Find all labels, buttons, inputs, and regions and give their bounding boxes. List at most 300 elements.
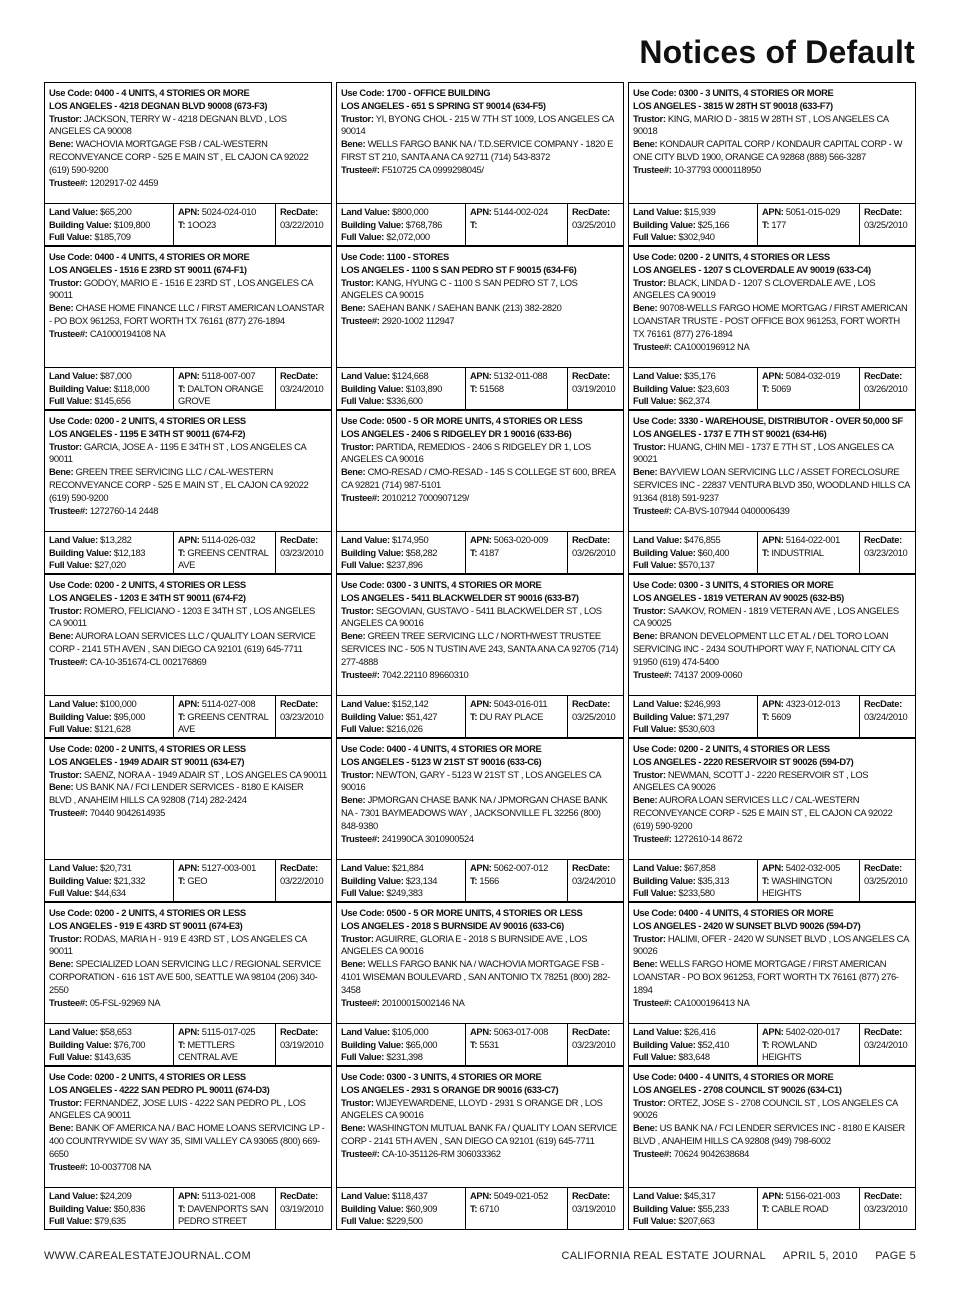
- apn-label: APN:: [178, 206, 200, 217]
- use-code: Use Code: 0500 - 5 OR MORE UNITS, 4 STORIES OR LESS: [341, 907, 583, 918]
- building-value-value: $60,400: [697, 546, 730, 558]
- trustee-label: Trustee#:: [341, 1147, 380, 1159]
- apn-line: [470, 698, 564, 711]
- notice-values: [45, 203, 331, 245]
- recdate-label: RecDate:: [280, 534, 318, 545]
- building-value-label: Building Value:: [341, 710, 404, 722]
- recdate-label: RecDate:: [864, 698, 902, 709]
- apn-label: APN:: [178, 370, 200, 381]
- recdate-label: RecDate:: [864, 862, 902, 873]
- apn-line: [470, 1190, 564, 1203]
- recdate-label-line: [280, 1026, 328, 1039]
- recdate-value: 03/23/2010: [280, 710, 324, 722]
- recdate-label-line: [280, 206, 328, 219]
- bene-label: Bene:: [341, 1122, 366, 1134]
- land-value-label: Land Value:: [49, 862, 98, 873]
- trustor-value: RODAS, MARIA H - 919 E 43RD ST , LOS ANGELES CA 90011: [49, 932, 307, 957]
- property-address: LOS ANGELES - 1195 E 34TH ST 90011 (674-F2): [49, 427, 246, 439]
- trustee-value: 1272610-14 8672: [673, 832, 743, 844]
- building-value-label: Building Value:: [49, 1202, 112, 1214]
- building-value-label: Building Value:: [341, 218, 404, 230]
- building-value-line: [341, 1203, 462, 1216]
- full-value-value: $62,374: [678, 395, 710, 407]
- trustee-label: Trustee#:: [633, 996, 672, 1008]
- full-value-value: $207,663: [678, 1215, 715, 1227]
- values-cell: [337, 696, 465, 737]
- values-cell: [337, 1188, 465, 1229]
- apn-line: [178, 1190, 272, 1203]
- building-value-label: Building Value:: [49, 546, 112, 558]
- recdate-label: RecDate:: [280, 206, 318, 217]
- tract-value: DU RAY PLACE: [479, 710, 544, 722]
- apn-cell: [757, 1188, 859, 1229]
- values-cell: [337, 368, 465, 409]
- trustor-line: [633, 933, 911, 959]
- land-value-line: [49, 534, 170, 547]
- trustor-value: ORTEZ, JOSE S - 2708 COUNCIL ST , LOS ANGELES CA 90026: [633, 1096, 898, 1121]
- issue-date: APRIL 5, 2010: [782, 1250, 858, 1262]
- apn-label: APN:: [470, 370, 492, 381]
- bene-line: [49, 1122, 327, 1160]
- land-value-label: Land Value:: [341, 370, 390, 381]
- building-value-line: [49, 1203, 170, 1216]
- bene-value: WELLS FARGO HOME MORTGAGE / FIRST AMERICAN LOANSTAR - PO BOX 961253, FORT WORTH TX 76161 (877) 276-1894: [633, 958, 899, 995]
- notice-card: [336, 902, 624, 1066]
- apn-line: [178, 370, 272, 383]
- bene-value: WACHOVIA MORTGAGE FSB / CAL-WESTERN RECONVEYANCE CORP - 525 E MAIN ST , EL CAJON CA 92022 (619) 590-9200: [49, 138, 309, 175]
- trustor-line: [341, 113, 619, 139]
- use-code: Use Code: 0200 - 2 UNITS, 4 STORIES OR LESS: [49, 907, 246, 918]
- recdate-cell: [275, 696, 331, 737]
- land-value-value: $100,000: [100, 698, 137, 709]
- recdate-value: 03/23/2010: [572, 1038, 616, 1050]
- apn-value: 5024-024-010: [201, 206, 256, 217]
- recdate-cell: [567, 860, 623, 901]
- notice-details: [337, 1067, 623, 1187]
- values-cell: [337, 204, 465, 245]
- trustee-label: Trustee#:: [49, 176, 88, 188]
- values-cell: [629, 860, 757, 901]
- bene-label: Bene:: [341, 302, 366, 314]
- full-value-line: [49, 231, 170, 244]
- trustee-line: [633, 505, 911, 518]
- tract-value: INDUSTRIAL: [771, 546, 824, 558]
- use-code: Use Code: 1100 - STORES: [341, 251, 449, 262]
- recdate-label: RecDate:: [280, 862, 318, 873]
- tract-label: T:: [470, 1202, 478, 1214]
- land-value-value: $26,416: [684, 1026, 716, 1037]
- trustor-line: [49, 933, 327, 959]
- property-address: LOS ANGELES - 5411 BLACKWELDER ST 90016 (633-B7): [341, 591, 579, 603]
- land-value-line: [633, 862, 754, 875]
- notice-details: [45, 83, 331, 203]
- property-address: LOS ANGELES - 4222 SAN PEDRO PL 90011 (674-D3): [49, 1083, 270, 1095]
- full-value-value: $79,635: [94, 1215, 126, 1227]
- trustor-value: KANG, HYUNG C - 1100 S SAN PEDRO ST 7, LOS ANGELES CA 90015: [341, 276, 578, 301]
- notice-values: [337, 695, 623, 737]
- land-value-line: [633, 534, 754, 547]
- tract-value: DALTON ORANGE GROVE: [178, 382, 264, 407]
- bene-label: Bene:: [341, 138, 366, 150]
- trustee-line: [633, 341, 911, 354]
- apn-value: 4323-012-013: [785, 698, 840, 709]
- land-value-label: Land Value:: [633, 1190, 682, 1201]
- building-value-line: [341, 383, 462, 396]
- full-value-label: Full Value:: [341, 395, 385, 407]
- recdate-cell: [859, 696, 915, 737]
- bene-label: Bene:: [633, 302, 658, 314]
- trustor-value: GODOY, MARIO E - 1516 E 23RD ST , LOS ANGELES CA 90011: [49, 276, 313, 301]
- bene-label: Bene:: [49, 302, 74, 314]
- trustor-value: FERNANDEZ, JOSE LUIS - 4222 SAN PEDRO PL , LOS ANGELES CA 90011: [49, 1096, 306, 1121]
- notice-values: [337, 859, 623, 901]
- notice-details: [629, 575, 915, 695]
- tract-value: 177: [771, 218, 786, 230]
- land-value-line: [49, 370, 170, 383]
- recdate-value: 03/24/2010: [572, 874, 616, 886]
- notice-card: [336, 82, 624, 246]
- property-address: LOS ANGELES - 1516 E 23RD ST 90011 (674-F1): [49, 263, 247, 275]
- recdate-label: RecDate:: [572, 698, 610, 709]
- trustor-line: [341, 605, 619, 631]
- full-value-label: Full Value:: [49, 1215, 93, 1227]
- recdate-label: RecDate:: [864, 370, 902, 381]
- apn-line: [470, 370, 564, 383]
- trustee-label: Trustee#:: [49, 806, 88, 818]
- property-address: LOS ANGELES - 2018 S BURNSIDE AV 90016 (633-C6): [341, 919, 564, 931]
- land-value-value: $152,142: [392, 698, 429, 709]
- apn-value: 5114-026-032: [201, 534, 256, 545]
- apn-label: APN:: [762, 698, 784, 709]
- trustee-value: 74137 2009-0060: [673, 668, 743, 680]
- trustor-label: Trustor:: [341, 932, 374, 944]
- values-cell: [629, 368, 757, 409]
- apn-cell: [757, 368, 859, 409]
- property-address: LOS ANGELES - 651 S SPRING ST 90014 (634-F5): [341, 99, 546, 111]
- notice-values: [45, 859, 331, 901]
- website-link[interactable]: WWW.CAREALESTATEJOURNAL.COM: [44, 1250, 251, 1262]
- apn-cell: [465, 1188, 567, 1229]
- notice-values: [337, 1023, 623, 1065]
- recdate-value: 03/24/2010: [864, 1038, 908, 1050]
- full-value-line: [341, 231, 462, 244]
- apn-label: APN:: [470, 1026, 492, 1037]
- tract-line: [178, 219, 272, 232]
- trustee-line: [49, 997, 327, 1010]
- building-value-value: $50,836: [113, 1202, 146, 1214]
- land-value-line: [49, 862, 170, 875]
- building-value-line: [341, 711, 462, 724]
- land-value-value: $174,950: [392, 534, 429, 545]
- trustee-value: 1272760-14 2448: [89, 504, 159, 516]
- full-value-value: $336,600: [386, 395, 423, 407]
- recdate-value: 03/26/2010: [572, 546, 616, 558]
- bene-line: [633, 138, 911, 164]
- building-value-line: [633, 1039, 754, 1052]
- use-code: Use Code: 0300 - 3 UNITS, 4 STORIES OR MORE: [341, 1071, 542, 1082]
- recdate-label-line: [572, 1190, 620, 1203]
- bene-line: [49, 302, 327, 328]
- building-value-value: $23,603: [697, 382, 730, 394]
- bene-line: [633, 958, 911, 996]
- bene-value: BRANON DEVELOPMENT LLC ET AL / DEL TORO LOAN SERVICING INC - 2434 SOUTHPORT WAY F, NATIONAL CITY CA 91950 (619) 474-5400: [633, 630, 895, 667]
- trustor-label: Trustor:: [49, 440, 82, 452]
- full-value-label: Full Value:: [341, 1051, 385, 1063]
- building-value-line: [49, 875, 170, 888]
- notice-details: [45, 1067, 331, 1187]
- notice-card: [336, 738, 624, 902]
- recdate-cell: [275, 1188, 331, 1229]
- trustee-value: 2010212 7000907129/: [381, 491, 470, 503]
- tract-value: CABLE ROAD: [771, 1202, 829, 1214]
- tract-label: T:: [762, 1202, 770, 1214]
- trustor-value: BLACK, LINDA D - 1207 S CLOVERDALE AVE , LOS ANGELES CA 90019: [633, 276, 876, 301]
- bene-line: [341, 302, 619, 315]
- full-value-line: [633, 395, 754, 408]
- building-value-value: $12,183: [113, 546, 146, 558]
- use-code: Use Code: 0200 - 2 UNITS, 4 STORIES OR LESS: [49, 415, 246, 426]
- apn-value: 5164-022-001: [785, 534, 840, 545]
- full-value-line: [341, 1051, 462, 1064]
- notice-values: [629, 531, 915, 573]
- values-cell: [629, 1188, 757, 1229]
- bene-value: AURORA LOAN SERVICES LLC / CAL-WESTERN RECONVEYANCE CORP - 525 E MAIN ST , EL CAJON CA 92022 (619) 590-9200: [633, 794, 893, 831]
- recdate-label-line: [572, 698, 620, 711]
- apn-line: [178, 1026, 272, 1039]
- recdate-cell: [567, 696, 623, 737]
- apn-value: 5063-017-008: [493, 1026, 548, 1037]
- bene-label: Bene:: [633, 794, 658, 806]
- notice-values: [45, 695, 331, 737]
- use-code: Use Code: 0400 - 4 UNITS, 4 STORIES OR MORE: [49, 87, 250, 98]
- building-value-label: Building Value:: [49, 1038, 112, 1050]
- trustee-value: 10-0037708 NA: [89, 1160, 151, 1172]
- recdate-label-line: [864, 206, 912, 219]
- notice-card: [628, 1066, 916, 1230]
- full-value-label: Full Value:: [341, 723, 385, 735]
- apn-label: APN:: [762, 370, 784, 381]
- building-value-line: [633, 547, 754, 560]
- building-value-value: $109,800: [113, 218, 151, 230]
- notice-values: [45, 1187, 331, 1229]
- recdate-cell: [859, 368, 915, 409]
- apn-value: 5127-003-001: [201, 862, 256, 873]
- notice-card: [628, 246, 916, 410]
- apn-line: [762, 534, 856, 547]
- tract-label: T:: [470, 382, 478, 394]
- full-value-value: $121,628: [94, 723, 131, 735]
- apn-line: [470, 534, 564, 547]
- bene-value: JPMORGAN CHASE BANK NA / JPMORGAN CHASE BANK NA - 7301 BAYMEADOWS WAY , JACKSONVILLE FL 32256 (800) 848-9380: [341, 794, 608, 831]
- building-value-label: Building Value:: [341, 874, 404, 886]
- apn-label: APN:: [762, 534, 784, 545]
- trustee-value: CA1000196912 NA: [673, 340, 750, 352]
- notice-card: [44, 82, 332, 246]
- tract-label: T:: [762, 382, 770, 394]
- apn-cell: [465, 1024, 567, 1065]
- trustor-label: Trustor:: [49, 1096, 82, 1108]
- apn-value: 5084-032-019: [785, 370, 840, 381]
- full-value-label: Full Value:: [341, 1215, 385, 1227]
- tract-value: DAVENPORTS SAN PEDRO STREET: [178, 1202, 269, 1227]
- tract-label: T:: [762, 710, 770, 722]
- full-value-label: Full Value:: [633, 559, 677, 571]
- tract-label: T:: [762, 874, 770, 886]
- use-code: Use Code: 0200 - 2 UNITS, 4 STORIES OR LESS: [633, 743, 830, 754]
- tract-line: [470, 711, 564, 724]
- bene-value: SPECIALIZED LOAN SERVICING LLC / REGIONAL SERVICE CORPORATION - 616 1ST AVE 500, SEATTLE WA 98104 (206) 340-2550: [49, 958, 321, 995]
- apn-line: [762, 206, 856, 219]
- trustee-label: Trustee#:: [49, 327, 88, 339]
- apn-label: APN:: [178, 1026, 200, 1037]
- land-value-value: $58,653: [100, 1026, 132, 1037]
- full-value-label: Full Value:: [49, 723, 93, 735]
- apn-label: APN:: [470, 698, 492, 709]
- apn-cell: [465, 204, 567, 245]
- bene-value: CMO-RESAD / CMO-RESAD - 145 S COLLEGE ST 600, BREA CA 92821 (714) 987-5101: [341, 466, 616, 490]
- land-value-value: $15,939: [684, 206, 716, 217]
- tract-value: 4187: [479, 546, 499, 558]
- notice-details: [45, 903, 331, 1023]
- building-value-value: $118,000: [113, 382, 150, 394]
- property-address: LOS ANGELES - 1949 ADAIR ST 90011 (634-E7): [49, 755, 245, 767]
- full-value-line: [633, 1215, 754, 1228]
- land-value-label: Land Value:: [49, 370, 98, 381]
- land-value-line: [633, 1026, 754, 1039]
- use-code: Use Code: 0400 - 4 UNITS, 4 STORIES OR MORE: [633, 907, 834, 918]
- values-cell: [45, 1188, 173, 1229]
- tract-line: [470, 1203, 564, 1216]
- full-value-value: $229,500: [386, 1215, 423, 1227]
- trustee-line: [341, 315, 619, 328]
- notice-card: [44, 738, 332, 902]
- recdate-cell: [859, 204, 915, 245]
- building-value-line: [341, 1039, 462, 1052]
- trustor-label: Trustor:: [49, 768, 82, 780]
- building-value-value: $21,332: [113, 874, 146, 886]
- apn-label: APN:: [178, 1190, 200, 1201]
- apn-cell: [757, 1024, 859, 1065]
- recdate-label-line: [572, 1026, 620, 1039]
- property-address: LOS ANGELES - 2931 S ORANGE DR 90016 (633-C7): [341, 1083, 559, 1095]
- building-value-value: $76,700: [113, 1038, 146, 1050]
- notice-values: [629, 1187, 915, 1229]
- property-address: LOS ANGELES - 5123 W 21ST ST 90016 (633-C6): [341, 755, 542, 767]
- trustee-label: Trustee#:: [341, 668, 380, 680]
- bene-line: [49, 138, 327, 176]
- trustee-label: Trustee#:: [633, 340, 672, 352]
- use-code: Use Code: 3330 - WAREHOUSE, DISTRIBUTOR - OVER 50,000 SF: [633, 415, 903, 426]
- building-value-label: Building Value:: [49, 382, 112, 394]
- tract-label: T:: [178, 710, 186, 722]
- property-address: LOS ANGELES - 2220 RESERVOIR ST 90026 (594-D7): [633, 755, 854, 767]
- full-value-line: [341, 559, 462, 572]
- tract-line: [470, 547, 564, 560]
- building-value-label: Building Value:: [49, 218, 112, 230]
- footer-right: [548, 1250, 917, 1262]
- trustor-label: Trustor:: [341, 112, 374, 124]
- apn-value: 5156-021-003: [785, 1190, 840, 1201]
- bene-label: Bene:: [633, 958, 658, 970]
- building-value-label: Building Value:: [633, 710, 696, 722]
- trustee-line: [49, 807, 327, 820]
- land-value-label: Land Value:: [49, 1190, 98, 1201]
- trustee-value: CA1000196413 NA: [673, 996, 750, 1008]
- bene-line: [633, 1122, 911, 1148]
- property-address: LOS ANGELES - 2708 COUNCIL ST 90026 (634-C1): [633, 1083, 842, 1095]
- notice-card: [628, 738, 916, 902]
- recdate-label-line: [280, 1190, 328, 1203]
- building-value-value: $51,427: [405, 710, 438, 722]
- tract-label: T:: [470, 710, 478, 722]
- tract-line: [178, 383, 272, 408]
- recdate-cell: [275, 532, 331, 573]
- land-value-label: Land Value:: [341, 206, 390, 217]
- use-code: Use Code: 0300 - 3 UNITS, 4 STORIES OR MORE: [341, 579, 542, 590]
- trustor-value: NEWTON, GARY - 5123 W 21ST ST , LOS ANGELES CA 90016: [341, 768, 601, 793]
- tract-value: GREENS CENTRAL AVE: [178, 710, 269, 735]
- trustor-label: Trustor:: [341, 604, 374, 616]
- recdate-label-line: [864, 698, 912, 711]
- apn-cell: [757, 204, 859, 245]
- tract-value: 1566: [479, 874, 499, 886]
- trustee-value: CA-BVS-107944 0400006439: [673, 504, 790, 516]
- building-value-value: $71,297: [697, 710, 730, 722]
- land-value-line: [341, 534, 462, 547]
- notice-values: [45, 531, 331, 573]
- notice-values: [629, 695, 915, 737]
- trustor-line: [341, 1097, 619, 1123]
- trustor-line: [341, 933, 619, 959]
- land-value-label: Land Value:: [341, 1026, 390, 1037]
- building-value-value: $60,909: [405, 1202, 438, 1214]
- trustor-line: [49, 113, 327, 139]
- apn-cell: [465, 368, 567, 409]
- property-address: LOS ANGELES - 919 E 43RD ST 90011 (674-E3): [49, 919, 243, 931]
- notice-values: [337, 1187, 623, 1229]
- tract-line: [178, 1203, 272, 1228]
- use-code: Use Code: 0400 - 4 UNITS, 4 STORIES OR MORE: [49, 251, 250, 262]
- property-address: LOS ANGELES - 1203 E 34TH ST 90011 (674-F2): [49, 591, 246, 603]
- apn-label: APN:: [178, 698, 200, 709]
- apn-cell: [465, 696, 567, 737]
- trustee-value: 2920-1002 112947: [381, 314, 455, 326]
- tract-label: T:: [178, 874, 186, 886]
- recdate-label: RecDate:: [280, 698, 318, 709]
- trustor-line: [633, 769, 911, 795]
- recdate-value: 03/22/2010: [280, 874, 324, 886]
- trustee-label: Trustee#:: [341, 996, 380, 1008]
- bene-value: US BANK NA / FCI LENDER SERVICES - 8180 E KAISER BLVD , ANAHEIM HILLS CA 92808 (714) 282-2424: [49, 781, 304, 806]
- values-cell: [337, 532, 465, 573]
- property-address: LOS ANGELES - 1737 E 7TH ST 90021 (634-H6): [633, 427, 827, 439]
- recdate-label: RecDate:: [280, 370, 318, 381]
- values-cell: [45, 204, 173, 245]
- land-value-line: [341, 1026, 462, 1039]
- recdate-value: 03/19/2010: [280, 1038, 324, 1050]
- notice-card: [44, 574, 332, 738]
- building-value-line: [341, 547, 462, 560]
- tract-label: T:: [762, 1038, 770, 1050]
- land-value-line: [633, 370, 754, 383]
- full-value-line: [633, 231, 754, 244]
- notice-card: [336, 1066, 624, 1230]
- recdate-label-line: [864, 370, 912, 383]
- apn-line: [762, 862, 856, 875]
- property-address: LOS ANGELES - 1819 VETERAN AV 90025 (632-B5): [633, 591, 844, 603]
- values-cell: [45, 368, 173, 409]
- recdate-value: 03/22/2010: [280, 218, 324, 230]
